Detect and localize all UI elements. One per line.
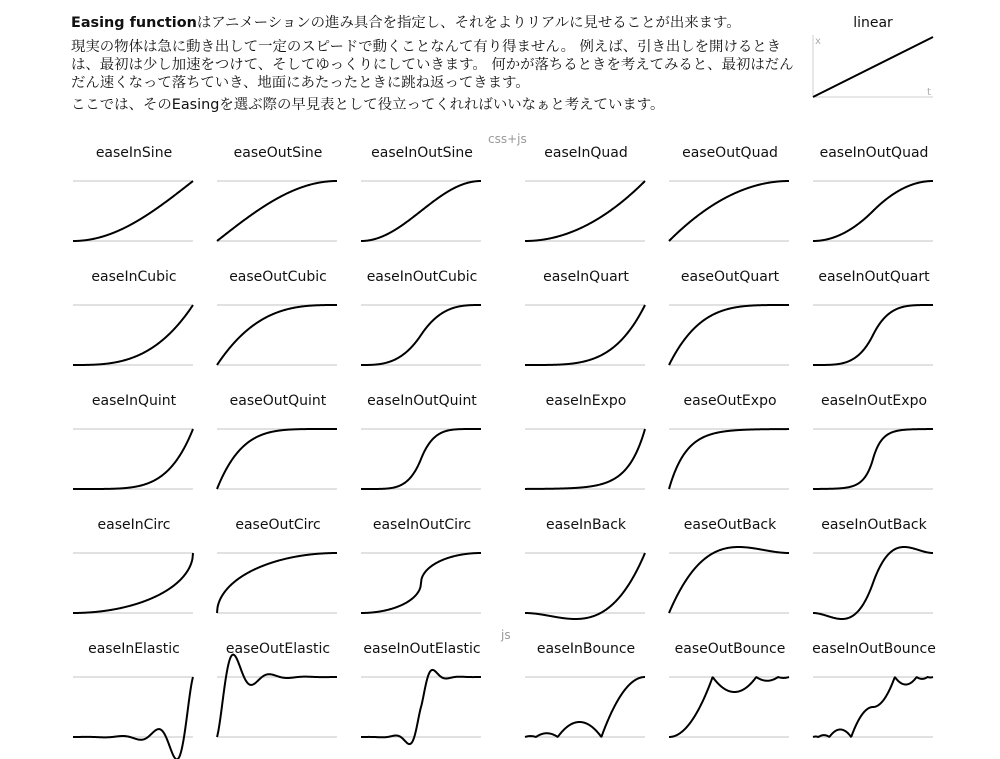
easing-curve [669, 429, 789, 489]
easing-title: easeOutCirc [235, 517, 321, 533]
easing-graph [360, 541, 484, 613]
intro-line-1-rest: はアニメーションの進み具合を指定し、それをよりリアルに見せることが出来ます。 [196, 15, 741, 31]
easing-curve [525, 677, 645, 737]
easing-title: easeInCirc [97, 517, 171, 533]
easing-curve [73, 305, 193, 365]
easing-title: easeOutCubic [229, 269, 327, 285]
easing-title: easeInOutQuart [818, 269, 930, 285]
easing-title: easeInOutSine [371, 145, 473, 161]
easing-curve [217, 553, 337, 613]
easing-curve [669, 181, 789, 241]
easing-graph [812, 665, 936, 737]
easing-curve [361, 670, 481, 744]
easing-curve [361, 181, 481, 241]
easing-title: easeInOutBounce [812, 641, 936, 657]
easing-title: easeInBounce [536, 641, 636, 657]
easing-curve [525, 553, 645, 619]
easing-title: easeInQuart [543, 269, 629, 285]
easing-curve [73, 553, 193, 613]
easing-graph [360, 169, 484, 241]
easing-title: easeInQuint [91, 393, 177, 409]
easing-curve [217, 305, 337, 365]
linear-graph [811, 35, 935, 101]
easing-title: easeInOutCubic [366, 269, 478, 285]
easing-graph [812, 169, 936, 241]
section-label-css-js: css+js [488, 132, 527, 146]
intro-text [71, 14, 806, 118]
easing-curve [813, 181, 933, 241]
linear-x-axis-label: t [927, 87, 931, 98]
easing-title: easeInQuad [544, 145, 628, 161]
easing-graph [216, 541, 340, 613]
easing-graph [72, 293, 196, 365]
easing-graph [216, 293, 340, 365]
easing-graph [812, 293, 936, 365]
intro-term: Easing function [71, 15, 197, 31]
easing-graph [524, 541, 648, 613]
linear-title: linear [853, 15, 893, 31]
easing-graph [668, 541, 792, 613]
easing-title: easeInSine [95, 145, 173, 161]
easing-graph [812, 417, 936, 489]
easing-title: easeInBack [545, 517, 627, 533]
easing-graph [668, 169, 792, 241]
easing-curve [813, 547, 933, 619]
intro-line-1 [71, 14, 806, 32]
easing-title: easeOutQuad [682, 145, 778, 161]
easing-title: easeInOutExpo [820, 393, 928, 409]
easing-graph [524, 665, 648, 737]
easing-title: easeOutBounce [674, 641, 786, 657]
easing-graph [524, 417, 648, 489]
easing-graph [668, 293, 792, 365]
easing-curve [813, 305, 933, 365]
easing-curve [813, 429, 933, 489]
easing-title: easeOutSine [233, 145, 323, 161]
easing-title: easeInOutCirc [372, 517, 472, 533]
easing-curve [669, 305, 789, 365]
easing-graph [668, 417, 792, 489]
easing-curve [73, 677, 193, 759]
easing-title: easeInOutElastic [363, 641, 481, 657]
easing-graph [360, 293, 484, 365]
easing-curve [525, 429, 645, 489]
easing-title: easeOutBack [683, 517, 777, 533]
easing-graph [668, 665, 792, 737]
easing-graph [72, 417, 196, 489]
easing-graph [812, 541, 936, 613]
easing-title: easeOutQuint [229, 393, 327, 409]
easing-title: easeOutQuart [680, 269, 780, 285]
easing-title: easeInOutQuint [367, 393, 477, 409]
easing-curve [813, 677, 933, 737]
intro-paragraph-2: 現実の物体は急に動き出して一定のスピードで動くことなんて有り得ません。 例えば、引き出しを開けるときは、最初は少し加速をつけて、そしてゆっくりにしていきます。 何かが落ちるときを考えてみると、最初はだんだん速くなって落ちていき、地面にあたったときに跳ね返ってきます。 [71, 39, 794, 91]
easing-graph [216, 169, 340, 241]
easing-title: easeOutExpo [683, 393, 777, 409]
easing-curve [361, 553, 481, 613]
easing-curve [217, 429, 337, 489]
easing-title: easeInOutQuad [819, 145, 929, 161]
intro-paragraph-3: ここでは、そのEasingを選ぶ際の早見表として役立ってくれればいいなぁと考えています。 [71, 97, 665, 113]
linear-y-axis-label: x [815, 36, 821, 47]
linear-curve [813, 37, 933, 97]
easing-curve [217, 181, 337, 241]
easing-title: easeOutElastic [225, 641, 331, 657]
easing-curve [669, 547, 789, 613]
easing-curve [525, 305, 645, 365]
easing-curve [361, 305, 481, 365]
easing-title: easeInElastic [88, 641, 180, 657]
easing-graph [72, 541, 196, 613]
easing-title: easeInExpo [545, 393, 627, 409]
easing-graph [72, 169, 196, 241]
easing-graph [524, 169, 648, 241]
easing-curve [361, 429, 481, 489]
easing-curve [669, 677, 789, 737]
easing-curve [525, 181, 645, 241]
easing-graph [216, 417, 340, 489]
easing-graph [216, 665, 340, 737]
easing-graph [524, 293, 648, 365]
easing-curve [73, 181, 193, 241]
easing-title: easeInCubic [91, 269, 177, 285]
easing-graph [72, 665, 196, 737]
easing-title: easeInOutBack [821, 517, 927, 533]
section-label-js: js [501, 628, 511, 642]
easing-graph [360, 665, 484, 737]
easing-curve [217, 655, 337, 737]
easing-curve [73, 429, 193, 489]
easing-graph [360, 417, 484, 489]
